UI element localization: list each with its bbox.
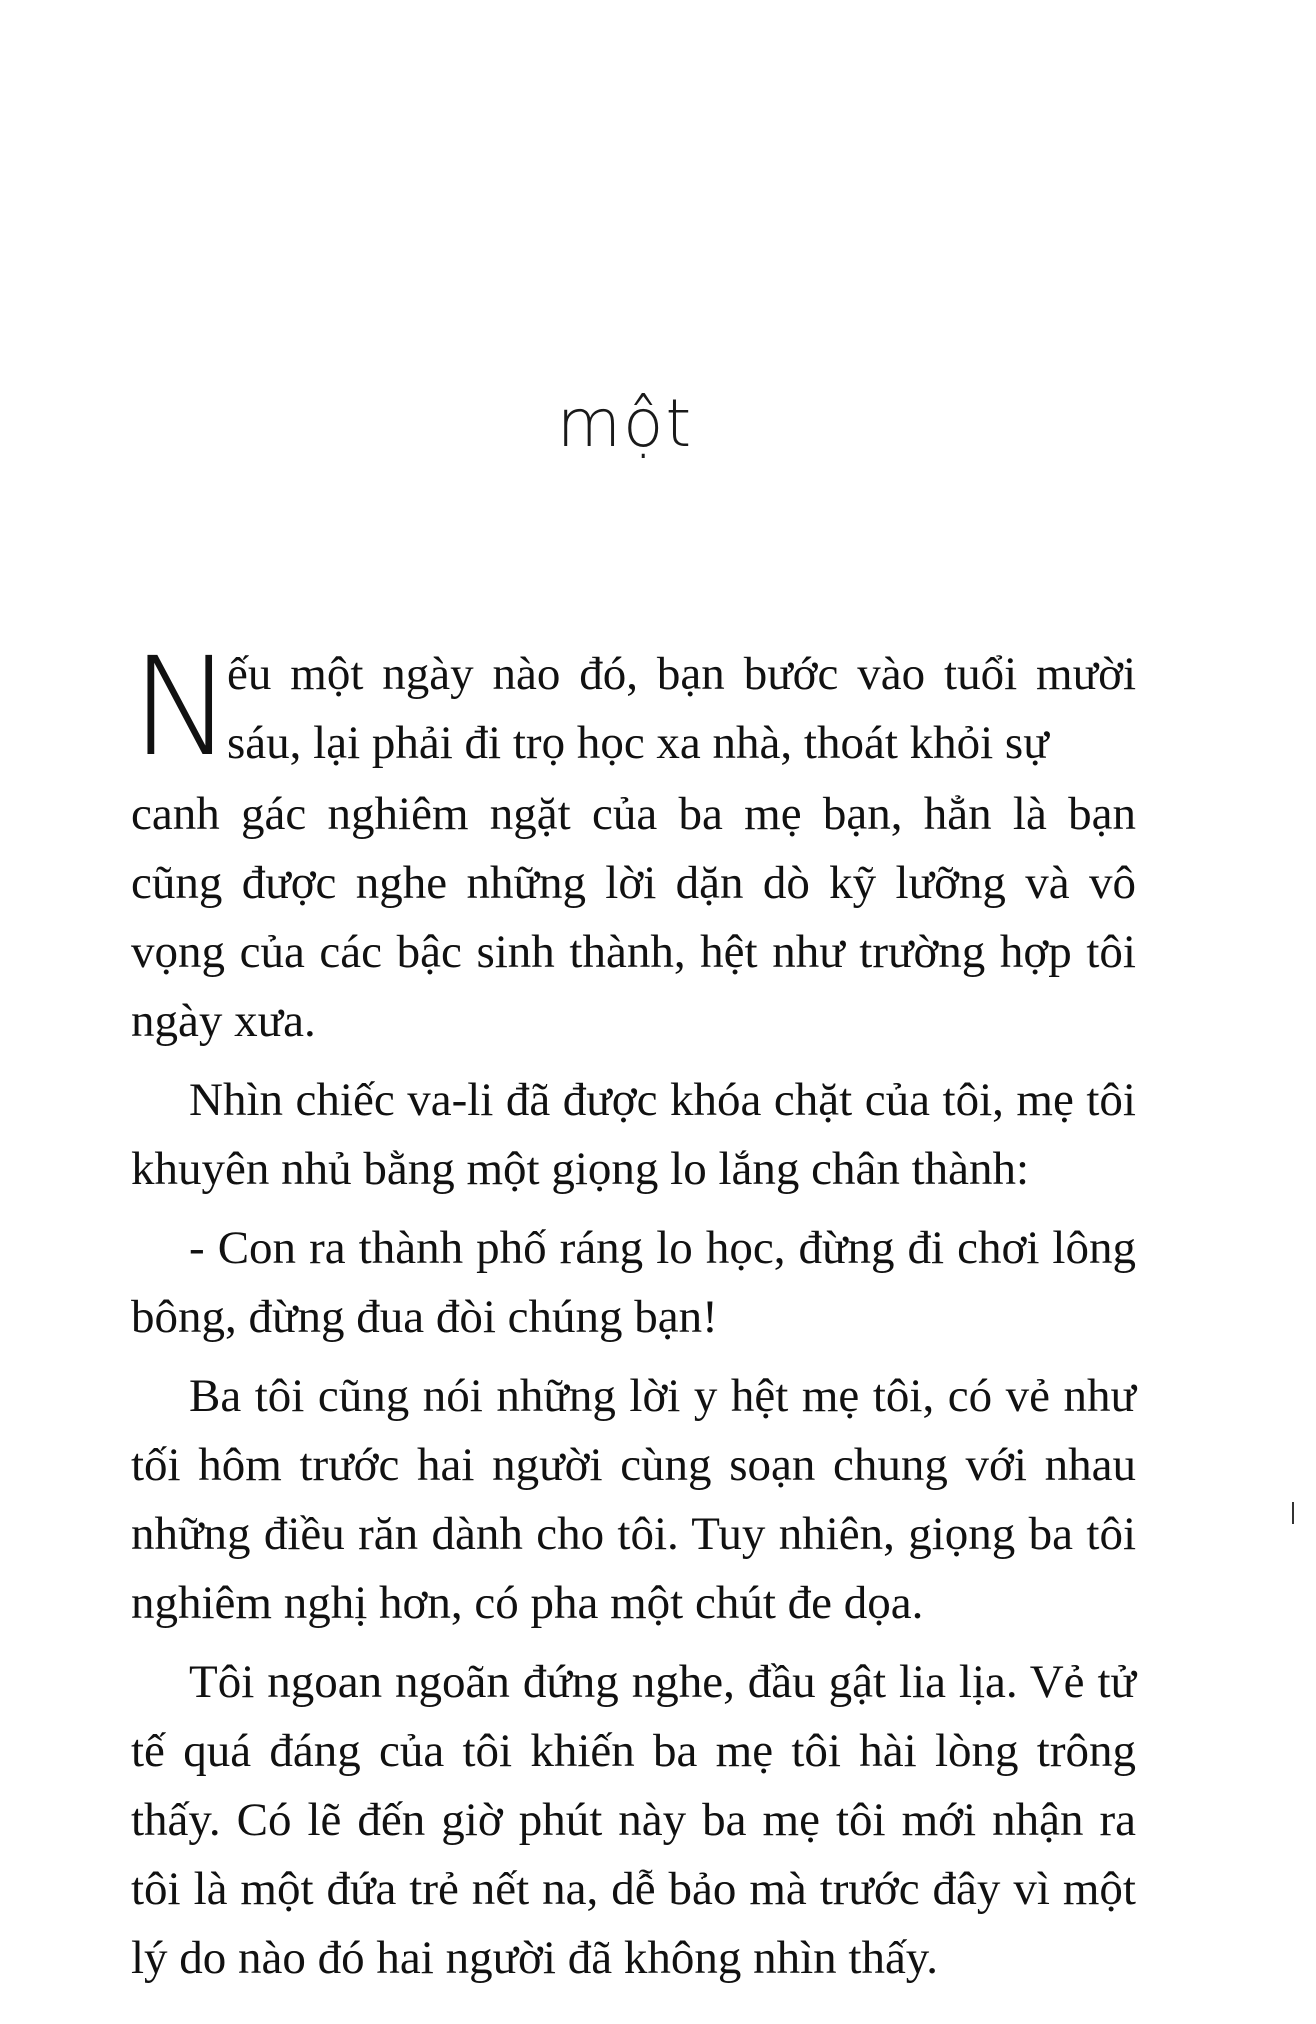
- paragraph-4: Ba tôi cũng nói những lời y hệt mẹ tôi, có vẻ như tối hôm trước hai người cùng soạn chung với nhau những điều răn dành cho tôi. Tuy nhiên, giọng ba tôi nghiêm nghị hơn, có pha một chút đe dọa.: [131, 1370, 1136, 1629]
- paragraph-1: [131, 629, 1136, 787]
- paragraph-1-lead: ếu một ngày nào đó, bạn bước vào tuổi mười sáu, lại phải đi trọ học xa nhà, thoát khỏi sự: [227, 648, 1136, 769]
- chapter-body: [131, 629, 1136, 2003]
- paragraph-5: Tôi ngoan ngoãn đứng nghe, đầu gật lia lịa. Vẻ tử tế quá đáng của tôi khiến ba mẹ tôi hài lòng trông thấy. Có lẽ đến giờ phút này ba mẹ tôi mới nhận ra tôi là một đứa trẻ nết na, dễ bảo mà trước đây vì một lý do nào đó hai người đã không nhìn thấy.: [131, 1656, 1136, 1984]
- margin-tick-mark: [1292, 1502, 1294, 1524]
- paragraph-2: Nhìn chiếc va-li đã được khóa chặt của tôi, mẹ tôi khuyên nhủ bằng một giọng lo lắng chân thành:: [131, 1074, 1136, 1195]
- drop-cap: N: [131, 629, 233, 787]
- chapter-title: một: [556, 385, 694, 462]
- paragraph-1-continuation: canh gác nghiêm ngặt của ba mẹ bạn, hẳn là bạn cũng được nghe những lời dặn dò kỹ lưỡng và vô vọng của các bậc sinh thành, hệt như trường hợp tôi ngày xưa.: [131, 788, 1136, 1047]
- paragraph-3-dialogue: - Con ra thành phố ráng lo học, đừng đi chơi lông bông, đừng đua đòi chúng bạn!: [131, 1222, 1136, 1343]
